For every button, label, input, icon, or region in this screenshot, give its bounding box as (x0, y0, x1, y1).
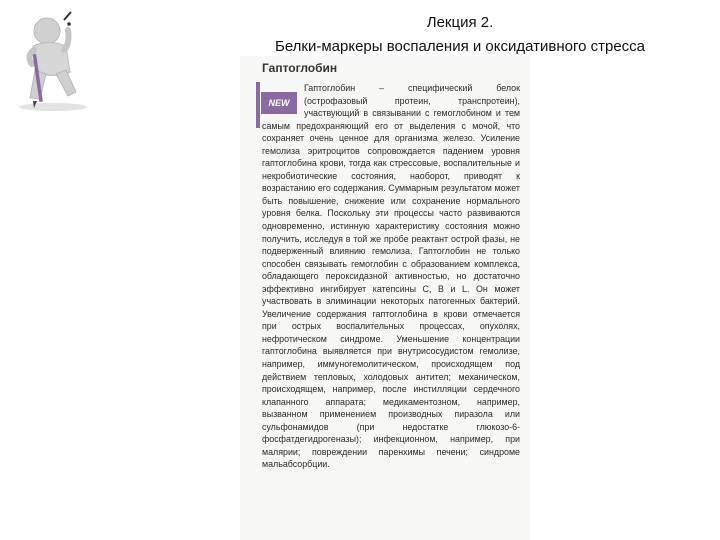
badge-float-spacer (262, 82, 304, 118)
slide-title-line-2: Белки-маркеры воспаления и оксидативного стресса (274, 38, 646, 55)
badge-accent-bar (256, 82, 260, 128)
scanned-page (240, 56, 530, 540)
body-paragraph: Гаптоглобин – специфический белок (острофазовый протеин, транспротеин), участвующий в связывании с гемоглобином и тем самым предохраняющий его от выделения с мочой, что сохраняет очень ценное для организма железо. Усиление гемолиза эритроцитов сопровождается падением уровня гаптоглобина крови, тогда как стрессовые, воспалительные и некробиотические состояния, наоборот, приводят к возрастанию его содержания. Суммарным результатом может быть повышение, снижение или сохранение нормального уровня белка. Поскольку эти процессы часто развиваются одновременно, истинную характеристику состояния можно получить, исследуя в той же пробе реактант острой фазы, не подверженный влиянию гемолиза. Гаптоглобин не только способен связывать гемоглобин с образованием комплекса, обладающего пероксидазной активностью, но достаточно эффективно ингибирует катепсины С, В и L. Он может участвовать в элиминации некоторых патогенных бактерий. Увеличение содержания гаптоглобина в крови отмечается при острых воспалительных процессах, опухолях, нефротическом синдроме. Уменьшение концентрации гаптоглобина выявляется при внутрисосудистом гемолизе, например, иммуногемолитическом, происходящем под действием тепловых, холодовых антител; механическом, происходящем, например, после инстилляции сердечного клапанного аппарата; медикаментозном, например, вызванном применением производных пиразола или сульфонамидов (при недостатке глюкозо-6-фосфатдегидрогеназы); инфекционном, например, при малярии; повреждении паренхимы печени; синдроме мальабсорбции. (262, 83, 520, 470)
new-badge: NEW (261, 92, 297, 114)
section-heading: Гаптоглобин (262, 61, 338, 75)
figure-with-pencil-icon (8, 4, 108, 112)
slide-title-line-1: Лекция 2. (426, 14, 494, 31)
body-paragraph-wrap (262, 82, 520, 471)
